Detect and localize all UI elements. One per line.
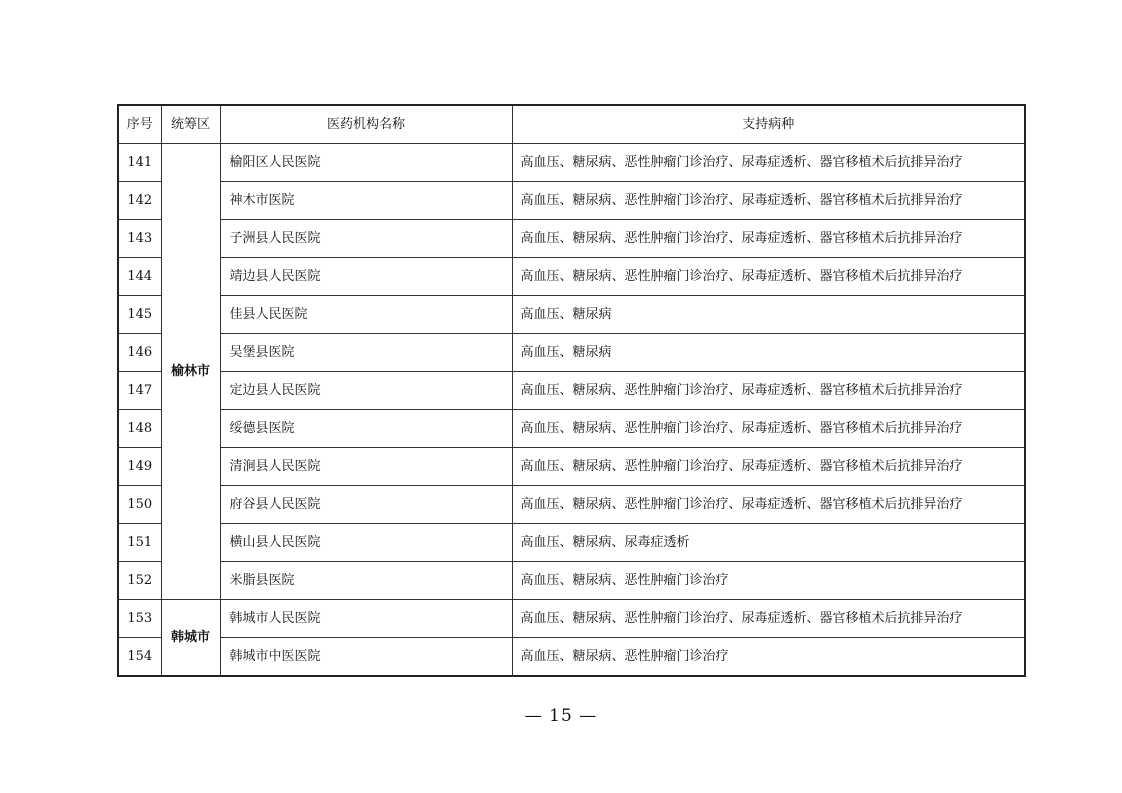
table-row bbox=[118, 486, 1025, 524]
supported-diseases: 高血压、糖尿病、恶性肿瘤门诊治疗、尿毒症透析、器官移植术后抗排异治疗 bbox=[512, 372, 1025, 410]
supported-diseases: 高血压、糖尿病、恶性肿瘤门诊治疗 bbox=[512, 638, 1025, 677]
table-row bbox=[118, 220, 1025, 258]
row-seq: 150 bbox=[118, 486, 161, 524]
table-header-row bbox=[118, 105, 1025, 144]
table-row bbox=[118, 600, 1025, 638]
table-row bbox=[118, 296, 1025, 334]
row-seq: 142 bbox=[118, 182, 161, 220]
institution-name: 米脂县医院 bbox=[220, 562, 512, 600]
table-row bbox=[118, 638, 1025, 677]
institution-name: 靖边县人民医院 bbox=[220, 258, 512, 296]
table-row bbox=[118, 410, 1025, 448]
header-institution: 医药机构名称 bbox=[220, 105, 512, 144]
row-seq: 154 bbox=[118, 638, 161, 677]
supported-diseases: 高血压、糖尿病 bbox=[512, 296, 1025, 334]
table-row bbox=[118, 562, 1025, 600]
table-row bbox=[118, 372, 1025, 410]
region-cell: 榆林市 bbox=[161, 144, 220, 600]
row-seq: 146 bbox=[118, 334, 161, 372]
institution-name: 绥德县医院 bbox=[220, 410, 512, 448]
region-cell: 韩城市 bbox=[161, 600, 220, 677]
table-row bbox=[118, 182, 1025, 220]
supported-diseases: 高血压、糖尿病 bbox=[512, 334, 1025, 372]
supported-diseases: 高血压、糖尿病、恶性肿瘤门诊治疗、尿毒症透析、器官移植术后抗排异治疗 bbox=[512, 258, 1025, 296]
supported-diseases: 高血压、糖尿病、恶性肿瘤门诊治疗 bbox=[512, 562, 1025, 600]
table-body bbox=[118, 144, 1025, 677]
row-seq: 151 bbox=[118, 524, 161, 562]
institution-name: 韩城市人民医院 bbox=[220, 600, 512, 638]
supported-diseases: 高血压、糖尿病、尿毒症透析 bbox=[512, 524, 1025, 562]
row-seq: 152 bbox=[118, 562, 161, 600]
supported-diseases: 高血压、糖尿病、恶性肿瘤门诊治疗、尿毒症透析、器官移植术后抗排异治疗 bbox=[512, 410, 1025, 448]
supported-diseases: 高血压、糖尿病、恶性肿瘤门诊治疗、尿毒症透析、器官移植术后抗排异治疗 bbox=[512, 144, 1025, 182]
table-row bbox=[118, 144, 1025, 182]
table-row bbox=[118, 258, 1025, 296]
supported-diseases: 高血压、糖尿病、恶性肿瘤门诊治疗、尿毒症透析、器官移植术后抗排异治疗 bbox=[512, 182, 1025, 220]
header-seq: 序号 bbox=[118, 105, 161, 144]
supported-diseases: 高血压、糖尿病、恶性肿瘤门诊治疗、尿毒症透析、器官移植术后抗排异治疗 bbox=[512, 220, 1025, 258]
institution-name: 佳县人民医院 bbox=[220, 296, 512, 334]
row-seq: 143 bbox=[118, 220, 161, 258]
institution-name: 吴堡县医院 bbox=[220, 334, 512, 372]
row-seq: 144 bbox=[118, 258, 161, 296]
institution-name: 榆阳区人民医院 bbox=[220, 144, 512, 182]
table-row bbox=[118, 448, 1025, 486]
institution-name: 府谷县人民医院 bbox=[220, 486, 512, 524]
page-number: — 15 — bbox=[524, 706, 598, 726]
institution-name: 定边县人民医院 bbox=[220, 372, 512, 410]
supported-diseases: 高血压、糖尿病、恶性肿瘤门诊治疗、尿毒症透析、器官移植术后抗排异治疗 bbox=[512, 600, 1025, 638]
header-region: 统筹区 bbox=[161, 105, 220, 144]
row-seq: 148 bbox=[118, 410, 161, 448]
supported-diseases: 高血压、糖尿病、恶性肿瘤门诊治疗、尿毒症透析、器官移植术后抗排异治疗 bbox=[512, 486, 1025, 524]
table-row bbox=[118, 334, 1025, 372]
institution-name: 清涧县人民医院 bbox=[220, 448, 512, 486]
supported-diseases: 高血压、糖尿病、恶性肿瘤门诊治疗、尿毒症透析、器官移植术后抗排异治疗 bbox=[512, 448, 1025, 486]
row-seq: 149 bbox=[118, 448, 161, 486]
row-seq: 141 bbox=[118, 144, 161, 182]
table-row bbox=[118, 524, 1025, 562]
row-seq: 147 bbox=[118, 372, 161, 410]
institution-table bbox=[117, 104, 1026, 677]
institution-name: 韩城市中医医院 bbox=[220, 638, 512, 677]
institution-name: 神木市医院 bbox=[220, 182, 512, 220]
row-seq: 153 bbox=[118, 600, 161, 638]
row-seq: 145 bbox=[118, 296, 161, 334]
institution-name: 横山县人民医院 bbox=[220, 524, 512, 562]
header-diseases: 支持病种 bbox=[512, 105, 1025, 144]
institution-name: 子洲县人民医院 bbox=[220, 220, 512, 258]
